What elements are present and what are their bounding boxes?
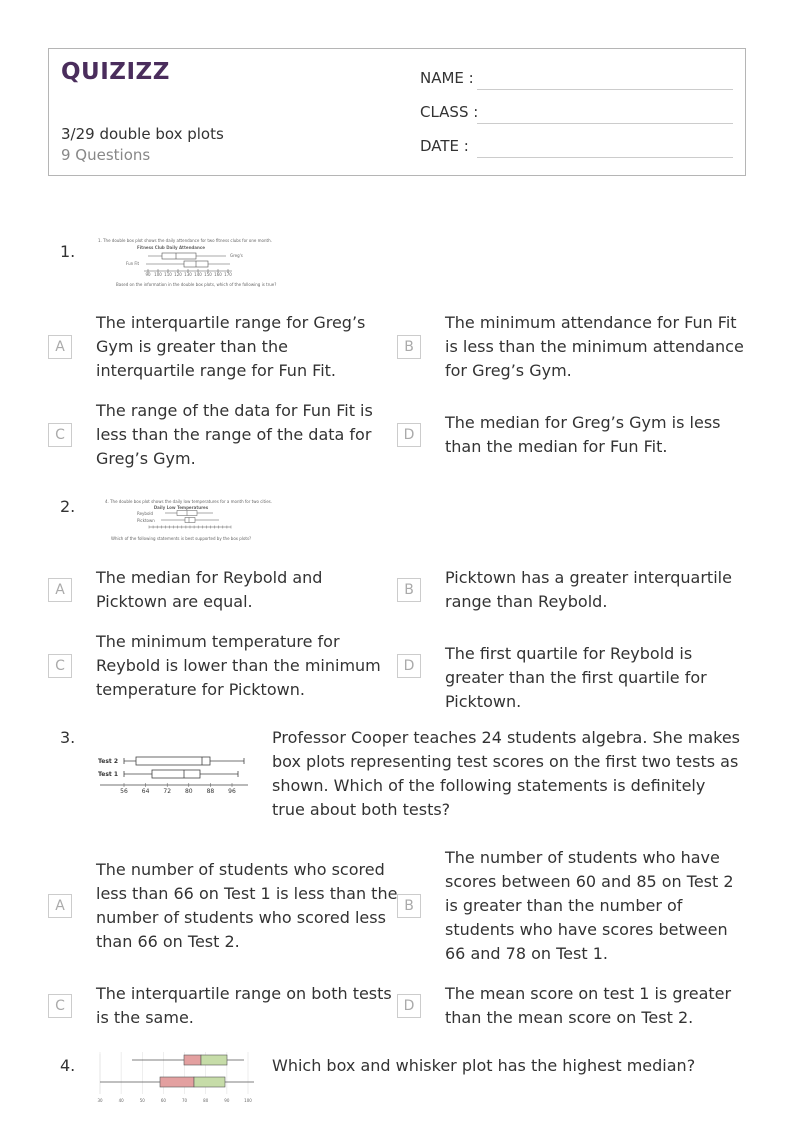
option-c-badge[interactable]: C [48, 994, 72, 1018]
question-number: 1. [60, 242, 76, 261]
option-c-text[interactable]: The range of the data for Fun Fit is less than the range of the data for Greg’s Gym. [96, 401, 373, 468]
option-a-text[interactable]: The number of students who scored less than 66 on Test 1 is less than the number of students who scored less than 66 on Test 2. [96, 860, 398, 951]
q3-series-label: Test 2 [98, 758, 119, 765]
axis-tick-label: 80 [184, 788, 193, 795]
question-3-box-plot-image [96, 748, 252, 798]
axis-tick-label: 100 [154, 272, 162, 277]
option-d-text[interactable]: The mean score on test 1 is greater than the mean score on Test 2. [445, 984, 732, 1027]
axis-tick-label: 40 [118, 1098, 124, 1103]
axis-tick-label: 150 [204, 272, 212, 277]
question-4-text: Which box and whisker plot has the highest median? [272, 1056, 696, 1075]
axis-tick-label: 110 [164, 272, 172, 277]
axis-tick-label: 30 [97, 1098, 103, 1103]
name-input-line[interactable] [477, 89, 733, 90]
axis-tick-label: 100 [244, 1098, 252, 1103]
q1-series-label: Greg's [230, 253, 243, 258]
name-label: NAME : [420, 69, 474, 87]
option-d-text[interactable]: The first quartile for Reybold is greater than the first quartile for Picktown. [445, 644, 707, 711]
option-b-text[interactable]: The number of students who have scores between 60 and 85 on Test 2 is greater than the number of students who have scores between 66 and 78 on Test 1. [445, 848, 734, 963]
q1-image-caption: Based on the information in the double box plots, which of the following is true? [116, 282, 277, 287]
axis-tick-label: 60 [160, 1098, 166, 1103]
axis-tick-label: 170 [224, 272, 232, 277]
worksheet-title: 3/29 double box plots [61, 125, 224, 143]
question-count: 9 Questions [61, 146, 151, 164]
axis-tick-label: 120 [174, 272, 182, 277]
axis-tick-label: 88 [206, 788, 215, 795]
option-c-badge[interactable]: C [48, 423, 72, 447]
q2-image-prompt: 4. The double box plot shows the daily low temperatures for a month for two cities. [105, 499, 273, 504]
option-b-text[interactable]: Picktown has a greater interquartile range than Reybold. [445, 568, 732, 611]
axis-tick-label: 160 [214, 272, 222, 277]
quizizz-logo: QUIZIZZ [61, 59, 170, 85]
q2-series-label: Picktown [137, 518, 155, 523]
option-c-text[interactable]: The minimum temperature for Reybold is lower than the minimum temperature for Picktown. [96, 632, 381, 699]
q1-chart-title: Fitness Club Daily Attendance [137, 245, 205, 250]
option-d-badge[interactable]: D [397, 423, 421, 447]
axis-tick-label: 70 [182, 1098, 188, 1103]
axis-tick-label: 72 [163, 788, 172, 795]
question-3-text: Professor Cooper teaches 24 students algebra. She makes box plots representing test scores on the first two tests as shown. Which of the following statements is definitely true about both tests? [272, 728, 741, 819]
option-b-badge[interactable]: B [397, 335, 421, 359]
question-2-box-plot-image [103, 498, 273, 544]
option-c-badge[interactable]: C [48, 654, 72, 678]
axis-tick-label: 140 [194, 272, 202, 277]
q1-series-label: Fun Fit [126, 261, 140, 266]
axis-tick-label: 56 [120, 788, 128, 795]
option-a-text[interactable]: The interquartile range for Greg’s Gym is greater than the interquartile range for Fun Fit. [96, 313, 366, 380]
question-number: 4. [60, 1056, 76, 1075]
axis-tick-label: 96 [228, 788, 236, 795]
axis-tick-label: 90 [224, 1098, 230, 1103]
worksheet-header [48, 48, 746, 176]
option-a-badge[interactable]: A [48, 894, 72, 918]
option-b-badge[interactable]: B [397, 578, 421, 602]
question-1-box-plot-image [96, 236, 277, 290]
q2-series-label: Reybold [137, 511, 154, 516]
class-input-line[interactable] [477, 123, 733, 124]
option-b-badge[interactable]: B [397, 894, 421, 918]
axis-tick-label: 64 [141, 788, 150, 795]
class-label: CLASS : [420, 103, 479, 121]
option-c-text[interactable]: The interquartile range on both tests is the same. [96, 984, 392, 1027]
date-label: DATE : [420, 137, 469, 155]
option-a-badge[interactable]: A [48, 335, 72, 359]
axis-tick-label: 80 [203, 1098, 209, 1103]
axis-tick-label: 90 [145, 272, 151, 277]
option-d-badge[interactable]: D [397, 654, 421, 678]
question-number: 2. [60, 497, 76, 516]
q2-chart-title: Daily Low Temperatures [153, 505, 209, 510]
axis-tick-label: 130 [184, 272, 192, 277]
option-a-badge[interactable]: A [48, 578, 72, 602]
axis-tick-label: 50 [139, 1098, 145, 1103]
question-number: 3. [60, 728, 76, 747]
q3-series-label: Test 1 [98, 771, 119, 778]
option-a-text[interactable]: The median for Reybold and Picktown are equal. [96, 568, 323, 611]
option-b-text[interactable]: The minimum attendance for Fun Fit is less than the minimum attendance for Greg’s Gym. [445, 313, 744, 380]
q1-image-prompt: 1. The double box plot shows the daily attendance for two fitness clubs for one month. [98, 238, 272, 243]
option-d-text[interactable]: The median for Greg’s Gym is less than the median for Fun Fit. [445, 413, 721, 456]
question-4-box-plot-image [96, 1050, 258, 1106]
option-d-badge[interactable]: D [397, 994, 421, 1018]
date-input-line[interactable] [477, 157, 733, 158]
q2-image-caption: Which of the following statements is best supported by the box plots? [111, 536, 252, 541]
